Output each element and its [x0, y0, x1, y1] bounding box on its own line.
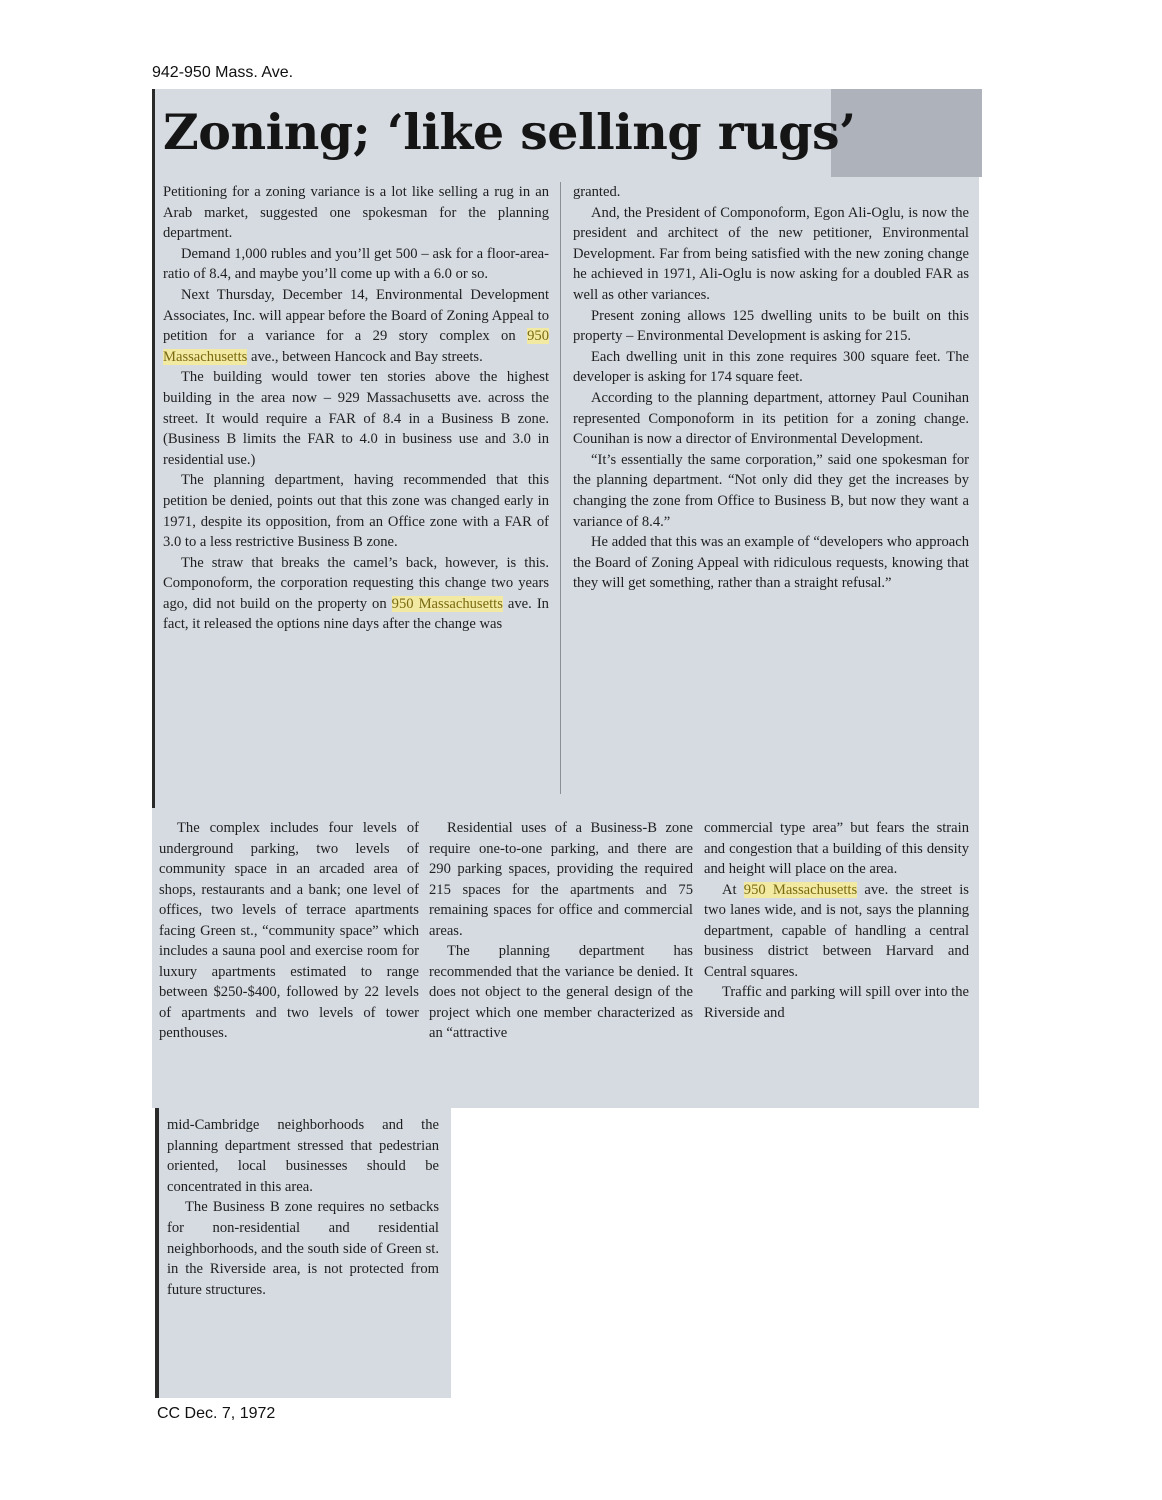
- top-caption: 942-950 Mass. Ave.: [152, 64, 294, 81]
- paragraph: The building would tower ten stories above the highest building in the area now – 929 Massachusetts ave. across the street. It would require a FAR of 8.4 in a Business B zone. (Business B limits the FAR to 4.0 in business use and 3.0 in residential use.): [163, 369, 549, 468]
- paragraph: The complex includes four levels of underground parking, two levels of community space in an arcaded area of shops, restaurants and a bank; one level of offices, two levels of terrace apartments facing Green st., “community space” which includes a sauna pool and exercise room for luxury apartments estimated to range between $250-$400, followed by 22 levels of apartments and two levels of tower penthouses.: [159, 820, 419, 1041]
- paragraph: The straw that breaks the camel’s back, however, is this. Componoform, the corporation requesting this change two years ago, did not build on the property on 950 Massachusetts ave. In fact, it released the options nine days after the change was: [163, 554, 549, 633]
- article-column-1: [163, 182, 549, 635]
- article-column-2: [573, 182, 969, 594]
- paragraph: Next Thursday, December 14, Environmental Development Associates, Inc. will appear before the Board of Zoning Appeal to petition for a variance for a 29 story complex on 950 Massachusetts ave., between Hancock and Bay streets.: [163, 286, 549, 365]
- article-column-6: [167, 1115, 439, 1300]
- highlighted-address: 950 Massachusetts: [391, 595, 503, 612]
- clipping-top: [152, 89, 979, 808]
- clipping-bottom: [155, 1108, 451, 1398]
- paragraph: mid-Cambridge neighborhoods and the planning department stressed that pedestrian oriented, local businesses should be concentrated in this area.: [167, 1117, 439, 1195]
- paragraph: And, the President of Componoform, Egon Ali-Oglu, is now the president and architect of the new petitioner, Environmental Development. Far from being satisfied with the new zoning change he achieved in 1971, Ali-Oglu is now asking for a doubled FAR as well as other variances.: [573, 204, 969, 303]
- column-divider: [560, 182, 561, 794]
- clipping-middle: [152, 808, 979, 1108]
- paragraph: commercial type area” but fears the strain and congestion that a building of this density and height will place on the area.: [704, 820, 969, 877]
- paragraph: The planning department has recommended that the variance be denied. It does not object to the general design of the project which one member characterized as an “attractive: [429, 943, 693, 1041]
- paragraph: Traffic and parking will spill over into the Riverside and: [704, 984, 969, 1021]
- highlighted-address: 950 Massachusetts: [743, 881, 858, 898]
- paragraph: Present zoning allows 125 dwelling units to be built on this property – Environmental Development is asking for 215.: [573, 307, 969, 345]
- paragraph: Residential uses of a Business-B zone require one-to-one parking, and there are 290 parking spaces, providing the required 215 spaces for the apartments and 75 remaining spaces for office and commercial areas.: [429, 820, 693, 939]
- paragraph: “It’s essentially the same corporation,” said one spokesman for the planning department. “Not only did they get the increases by changing the zone from Office to Business B, but now they want a variance of 8.4.”: [573, 451, 969, 530]
- paragraph: granted.: [573, 184, 621, 200]
- paragraph: The planning department, having recommended that this petition be denied, points out that this zone was changed early in 1971, despite its opposition, from an Office zone with a FAR of 3.0 to a less restrictive Business B zone.: [163, 472, 549, 551]
- paragraph: Petitioning for a zoning variance is a lot like selling a rug in an Arab market, suggested one spokesman for the planning department.: [163, 184, 549, 242]
- paragraph: The Business B zone requires no setbacks for non-residential and residential neighborhoods, and the south side of Green st. in the Riverside area, is not protected from future structures.: [167, 1199, 439, 1298]
- article-column-5: [704, 818, 969, 1023]
- paragraph: At 950 Massachusetts ave. the street is two lanes wide, and is not, says the planning department, capable of handling a central business district between Harvard and Central squares.: [704, 881, 969, 980]
- paragraph: Demand 1,000 rubles and you’ll get 500 – ask for a floor-area-ratio of 8.4, and maybe you’ll come up with a 6.0 or so.: [163, 245, 549, 283]
- paragraph: According to the planning department, attorney Paul Counihan represented Componoform in its petition for a zoning change. Counihan is now a director of Environmental Development.: [573, 389, 969, 448]
- highlighted-address: 950 Massachusetts: [163, 328, 549, 365]
- headline: Zoning; ‘like selling rugs’: [163, 103, 856, 161]
- paragraph: He added that this was an example of “developers who approach the Board of Zoning Appeal with ridiculous requests, knowing that they will get something, rather than a straight refusal.”: [573, 534, 969, 592]
- article-column-3: [159, 818, 419, 1044]
- bottom-caption: CC Dec. 7, 1972: [157, 1405, 276, 1422]
- paragraph: Each dwelling unit in this zone requires 300 square feet. The developer is asking for 174 square feet.: [573, 348, 969, 386]
- article-column-4: [429, 818, 693, 1044]
